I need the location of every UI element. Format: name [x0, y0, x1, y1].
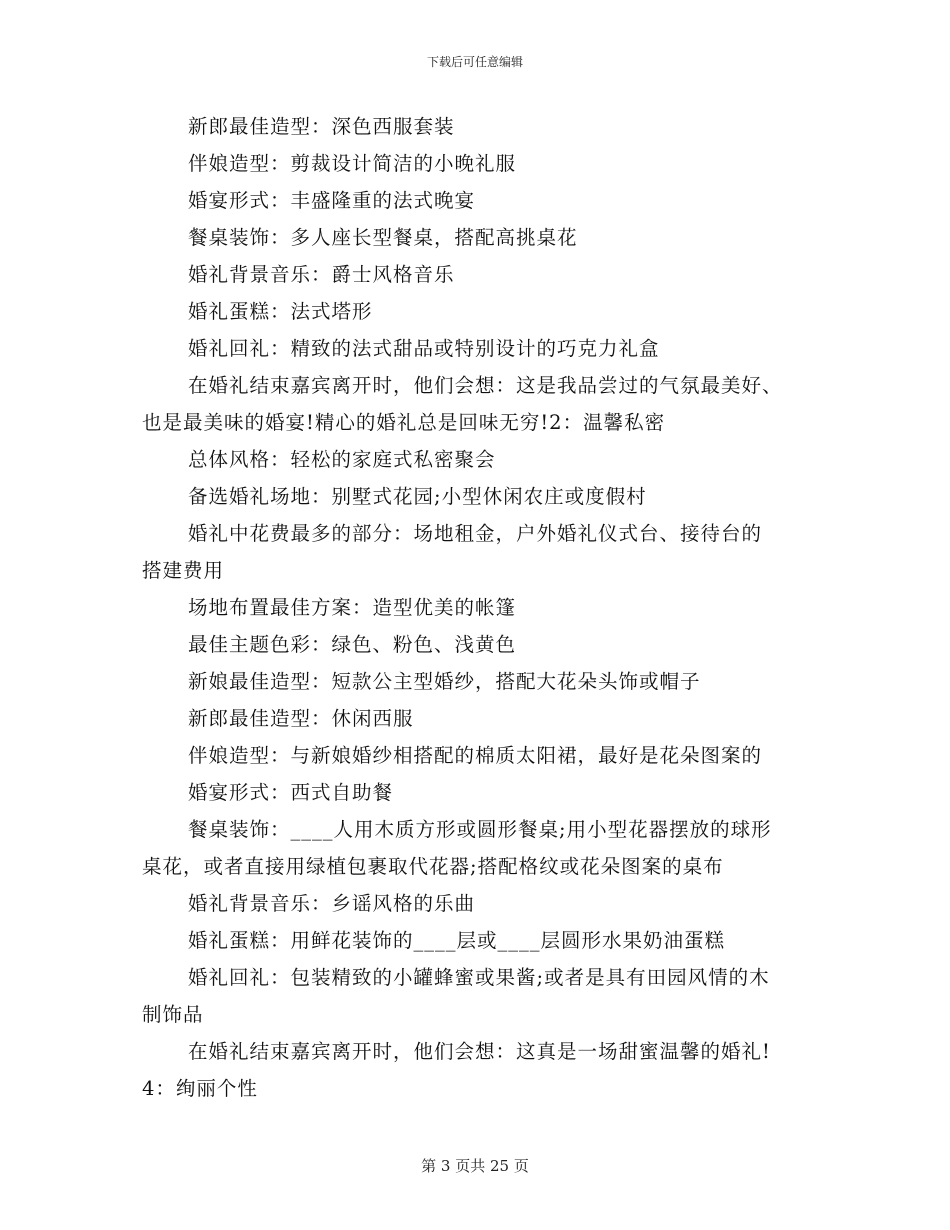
paragraph-line: 也是最美味的婚宴!精心的婚礼总是回味无穷!2：温馨私密: [142, 411, 666, 434]
paragraph-line: 总体风格：轻松的家庭式私密聚会: [188, 448, 496, 471]
paragraph-line: 在婚礼结束嘉宾离开时，他们会想：这是我品尝过的气氛最美好、: [188, 374, 783, 397]
paragraph-line: 婚宴形式：丰盛隆重的法式晚宴: [188, 189, 476, 212]
paragraph-line: 婚礼中花费最多的部分：场地租金，户外婚礼仪式台、接待台的: [188, 522, 763, 545]
paragraph-line: 4：绚丽个性: [142, 1077, 258, 1100]
page-footer: 第 3 页共 25 页: [421, 1157, 529, 1175]
paragraph-line: 新郎最佳造型：深色西服套装: [188, 115, 455, 138]
paragraph-line: 在婚礼结束嘉宾离开时，他们会想：这真是一场甜蜜温馨的婚礼!: [188, 1040, 771, 1063]
document-body: [142, 108, 812, 1107]
paragraph-line: 餐桌装饰：多人座长型餐桌，搭配高挑桌花: [188, 226, 578, 249]
paragraph-line: 婚礼背景音乐：爵士风格音乐: [188, 263, 455, 286]
paragraph-line: 搭建费用: [142, 559, 225, 582]
paragraph-line: 婚礼回礼：精致的法式甜品或特别设计的巧克力礼盒: [188, 337, 660, 360]
paragraph-line: 婚礼蛋糕：用鲜花装饰的____层或____层圆形水果奶油蛋糕: [188, 929, 726, 952]
paragraph-line: 新娘最佳造型：短款公主型婚纱，搭配大花朵头饰或帽子: [188, 670, 701, 693]
page-header: 下载后可任意编辑: [426, 55, 523, 69]
paragraph-line: 新郎最佳造型：休闲西服: [188, 707, 414, 730]
paragraph-line: 制饰品: [142, 1003, 204, 1026]
paragraph-line: 餐桌装饰：____人用木质方形或圆形餐桌;用小型花器摆放的球形: [188, 818, 772, 841]
paragraph-line: 婚礼回礼：包装精致的小罐蜂蜜或果酱;或者是具有田园风情的木: [188, 966, 770, 989]
paragraph-line: 婚礼蛋糕：法式塔形: [188, 300, 373, 323]
paragraph-line: 伴娘造型：剪裁设计简洁的小晚礼服: [188, 152, 517, 175]
paragraph-line: 婚礼背景音乐：乡谣风格的乐曲: [188, 892, 476, 915]
paragraph-line: 婚宴形式：西式自助餐: [188, 781, 394, 804]
paragraph-line: 伴娘造型：与新娘婚纱相搭配的棉质太阳裙，最好是花朵图案的: [188, 744, 763, 767]
paragraph-line: 备选婚礼场地：别墅式花园;小型休闲农庄或度假村: [188, 485, 647, 508]
paragraph-line: 最佳主题色彩：绿色、粉色、浅黄色: [188, 633, 517, 656]
paragraph-line: 桌花，或者直接用绿植包裹取代花器;搭配格纹或花朵图案的桌布: [142, 855, 724, 878]
paragraph-line: 场地布置最佳方案：造型优美的帐篷: [188, 596, 517, 619]
